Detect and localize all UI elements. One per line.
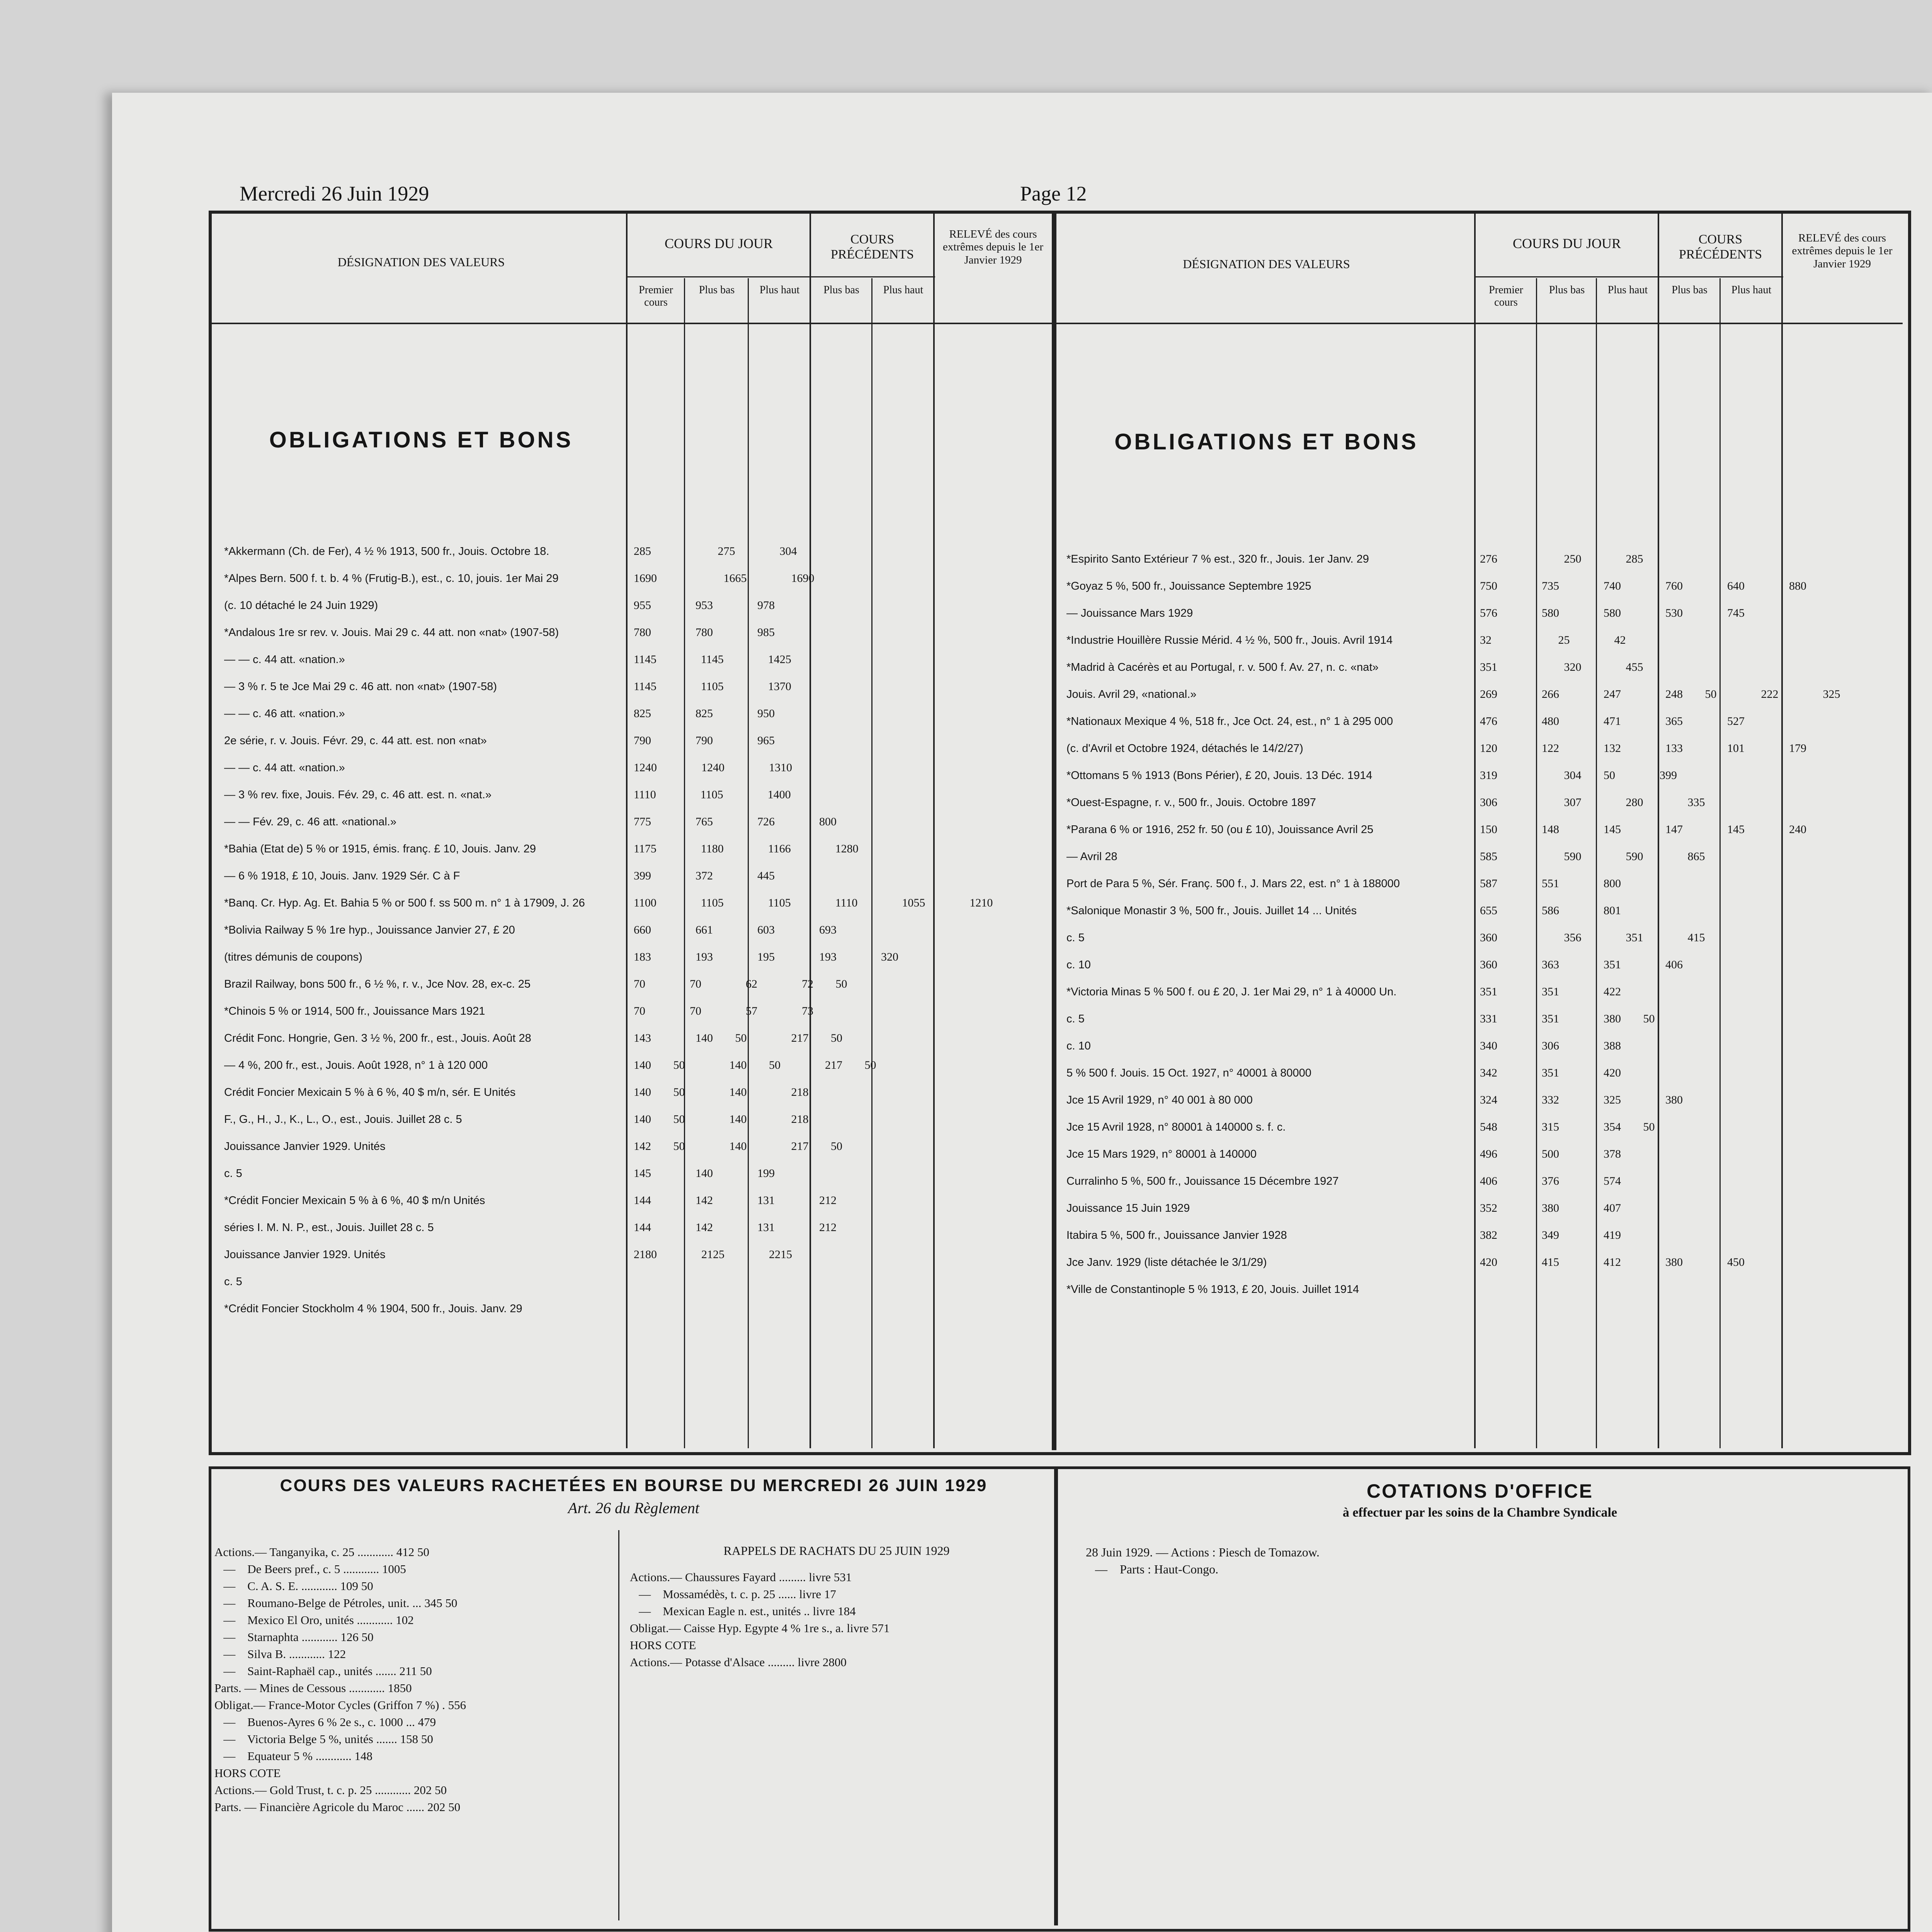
- left-bond-rows: [224, 543, 622, 1327]
- bond-figures-row: 382 349 419: [1480, 1229, 1621, 1242]
- office-title: COTATIONS D'OFFICE: [1366, 1480, 1594, 1502]
- bond-row: *Crédit Foncier Stockholm 4 % 1904, 500 fr., Jouis. Janv. 29: [224, 1303, 522, 1315]
- bond-row: — 6 % 1918, £ 10, Jouis. Janv. 1929 Sér. C à F: [224, 870, 460, 882]
- bond-row: c. 10: [1066, 1040, 1091, 1052]
- bond-figures-row: 2180 2125 2215: [634, 1248, 792, 1261]
- bond-row: *Goyaz 5 %, 500 fr., Jouissance Septembre 1925: [1066, 580, 1311, 592]
- bond-row: *Espirito Santo Extérieur 7 % est., 320 fr., Jouis. 1er Janv. 29: [1066, 553, 1369, 565]
- bond-row: c. 5: [1066, 932, 1085, 944]
- left-releve-header: RELEVÉ des cours extrêmes depuis le 1er Janvier 1929: [942, 228, 1044, 266]
- bond-row: c. 5: [224, 1276, 242, 1288]
- bond-figures-row: 476 480 471 365 527: [1480, 715, 1745, 728]
- bond-figures-row: 1175 1180 1166 1280: [634, 842, 859, 855]
- bond-figures-row: 790 790 965: [634, 734, 775, 747]
- bond-figures-row: 360 363 351 406: [1480, 958, 1683, 971]
- bond-figures-row: 496 500 378: [1480, 1148, 1621, 1160]
- rachetees-left-list: [214, 1544, 616, 1816]
- bond-figures-row: 420 415 412 380 450: [1480, 1256, 1745, 1269]
- right-cours-du-jour-header: COURS DU JOUR: [1512, 236, 1621, 251]
- left-plus-bas-header: Plus bas: [699, 284, 735, 296]
- bond-row: Jce 15 Avril 1929, n° 40 001 à 80 000: [1066, 1094, 1253, 1106]
- bond-row: c. 5: [224, 1167, 242, 1180]
- bond-row: (c. 10 détaché le 24 Juin 1929): [224, 599, 378, 612]
- right-plus-bas-header: Plus bas: [1549, 284, 1585, 296]
- right-prec-bas-header: Plus bas: [1672, 284, 1708, 296]
- bond-row: 5 % 500 f. Jouis. 15 Oct. 1927, n° 40001 à 80000: [1066, 1067, 1311, 1079]
- rachetee-line: — Victoria Belge 5 %, unités ....... 158 50: [214, 1732, 433, 1746]
- bond-row: — — c. 44 att. «nation.»: [224, 653, 345, 666]
- bond-figures-row: 145 140 199: [634, 1167, 775, 1180]
- bond-figures-row: 143 140 50 217 50: [634, 1032, 842, 1044]
- rachetee-line: — C. A. S. E. ............ 109 50: [214, 1579, 373, 1593]
- bond-figures-row: 780 780 985: [634, 626, 775, 639]
- left-prec-haut-header: Plus haut: [883, 284, 923, 296]
- office-subtitle: à effectuer par les soins de la Chambre Syndicale: [1342, 1505, 1617, 1520]
- bond-row: *Bahia (Etat de) 5 % or 1915, émis. franç. £ 10, Jouis. Janv. 29: [224, 843, 536, 855]
- rachetee-line: — Saint-Raphaël cap., unités ....... 211 50: [214, 1664, 432, 1678]
- rappel-rachat-line: Actions.— Chaussures Fayard ......... livre 531: [630, 1570, 852, 1584]
- rachetee-line: — Buenos-Ayres 6 % 2e s., c. 1000 ... 479: [214, 1715, 436, 1729]
- rachetee-line: Parts. — Financière Agricole du Maroc ...... 202 50: [214, 1800, 461, 1814]
- bond-figures-row: 351 320 455: [1480, 661, 1643, 673]
- bond-row: Crédit Fonc. Hongrie, Gen. 3 ½ %, 200 fr., est., Jouis. Août 28: [224, 1032, 531, 1044]
- right-bond-figures: [1480, 551, 1897, 1281]
- bond-row: (titres démunis de coupons): [224, 951, 362, 963]
- bond-figures-row: 655 586 801: [1480, 904, 1621, 917]
- rachetee-line: Actions.— Tanganyika, c. 25 ............ 412 50: [214, 1545, 430, 1559]
- bond-figures-row: 340 306 388: [1480, 1039, 1621, 1052]
- left-plus-haut-header: Plus haut: [759, 284, 800, 296]
- bond-row: *Bolivia Railway 5 % 1re hyp., Jouissance Janvier 27, £ 20: [224, 924, 515, 936]
- rachetee-line: Parts. — Mines de Cessous ............ 1850: [214, 1681, 412, 1695]
- rappel-rachat-line: HORS COTE: [630, 1638, 696, 1652]
- right-prec-haut-header: Plus haut: [1731, 284, 1772, 296]
- bond-row: — — c. 46 att. «nation.»: [224, 707, 345, 720]
- bond-row: *Chinois 5 % or 1914, 500 fr., Jouissance Mars 1921: [224, 1005, 485, 1017]
- bond-row: Brazil Railway, bons 500 fr., 6 ½ %, r. v., Jce Nov. 28, ex-c. 25: [224, 978, 531, 990]
- rappel-rachat-line: — Mexican Eagle n. est., unités .. livre 184: [630, 1604, 856, 1618]
- bond-row: *Crédit Foncier Mexicain 5 % à 6 %, 40 $ m/n Unités: [224, 1194, 485, 1207]
- bond-row: — — Fév. 29, c. 46 att. «national.»: [224, 816, 396, 828]
- right-designation-header: DÉSIGNATION DES VALEURS: [1183, 257, 1350, 271]
- bond-row: Jce 15 Avril 1928, n° 80001 à 140000 s. f. c.: [1066, 1121, 1286, 1133]
- bond-figures-row: 306 307 280 335: [1480, 796, 1705, 809]
- bond-row: séries I. M. N. P., est., Jouis. Juillet 28 c. 5: [224, 1221, 434, 1234]
- bond-row: — Jouissance Mars 1929: [1066, 607, 1193, 619]
- bond-figures-row: 269 266 247 248 50 222 325: [1480, 688, 1840, 701]
- bond-figures-row: 142 50 140 217 50: [634, 1140, 842, 1153]
- rachetees-title: COURS DES VALEURS RACHETÉES EN BOURSE DU MERCREDI 26 JUIN 1929: [280, 1476, 988, 1495]
- page-number: Page 12: [1020, 182, 1087, 205]
- bond-figures-row: 319 304 50 399: [1480, 769, 1677, 782]
- bond-figures-row: 585 590 590 865: [1480, 850, 1705, 863]
- bond-figures-row: 70 70 62 72 50: [634, 978, 847, 990]
- bond-figures-row: 1110 1105 1400: [634, 788, 791, 801]
- bond-row: 2e série, r. v. Jouis. Févr. 29, c. 44 att. est. non «nat»: [224, 735, 487, 747]
- left-designation-header: DÉSIGNATION DES VALEURS: [337, 255, 505, 269]
- bond-row: Jouissance Janvier 1929. Unités: [224, 1248, 386, 1261]
- bond-figures-row: 276 250 285: [1480, 553, 1643, 565]
- bond-figures-row: 352 380 407: [1480, 1202, 1621, 1214]
- rachetee-line: — Silva B. ............ 122: [214, 1647, 346, 1661]
- bond-row: *Industrie Houillère Russie Mérid. 4 ½ %, 500 fr., Jouis. Avril 1914: [1066, 634, 1393, 646]
- bond-row: Jce Janv. 1929 (liste détachée le 3/1/29): [1066, 1256, 1267, 1269]
- bond-row: Jouis. Avril 29, «national.»: [1066, 688, 1197, 701]
- left-cours-du-jour-header: COURS DU JOUR: [664, 236, 773, 251]
- bond-figures-row: 70 70 57 73: [634, 1005, 813, 1017]
- bond-row: *Madrid à Cacérès et au Portugal, r. v. 500 f. Av. 27, n. c. «nat»: [1066, 661, 1379, 673]
- bond-figures-row: 144 142 131 212: [634, 1194, 837, 1207]
- bond-row: — 4 %, 200 fr., est., Jouis. Août 1928, n° 1 à 120 000: [224, 1059, 488, 1071]
- bond-figures-row: 140 50 140 218: [634, 1113, 809, 1126]
- office-line: 28 Juin 1929. — Actions : Piesch de Tomazow.: [1086, 1545, 1320, 1559]
- bond-row: c. 5: [1066, 1013, 1085, 1025]
- bond-figures-row: 285 275 304: [634, 545, 797, 558]
- bond-row: Curralinho 5 %, 500 fr., Jouissance 15 Décembre 1927: [1066, 1175, 1339, 1187]
- rachetee-line: — Mexico El Oro, unités ............ 102: [214, 1613, 414, 1627]
- bond-figures-row: 548 315 354 50: [1480, 1121, 1655, 1133]
- rappel-rachat-line: — Mossamédès, t. c. p. 25 ...... livre 17: [630, 1587, 836, 1601]
- bond-row: Crédit Foncier Mexicain 5 % à 6 %, 40 $ m/n, sér. E Unités: [224, 1086, 516, 1099]
- bond-figures-row: 399 372 445: [634, 869, 775, 882]
- bond-row: *Andalous 1re sr rev. v. Jouis. Mai 29 c. 44 att. non «nat» (1907-58): [224, 626, 559, 639]
- right-plus-haut-header: Plus haut: [1607, 284, 1648, 296]
- rappels-rachats-title: RAPPELS DE RACHATS DU 25 JUIN 1929: [723, 1544, 950, 1558]
- right-premier-header: Premier cours: [1489, 284, 1523, 309]
- left-bond-figures: [634, 543, 1043, 1273]
- bond-figures-row: 140 50 140 218: [634, 1086, 809, 1099]
- bond-figures-row: 342 351 420: [1480, 1066, 1621, 1079]
- bond-row: *Akkermann (Ch. de Fer), 4 ½ % 1913, 500 fr., Jouis. Octobre 18.: [224, 545, 549, 558]
- rappels-rachats-list: [630, 1569, 1051, 1671]
- bond-figures-row: 140 50 140 50 217 50: [634, 1059, 876, 1071]
- bond-row: *Ottomans 5 % 1913 (Bons Périer), £ 20, Jouis. 13 Déc. 1914: [1066, 769, 1372, 782]
- bond-row: Jouissance 15 Juin 1929: [1066, 1202, 1190, 1214]
- bond-row: *Banq. Cr. Hyp. Ag. Et. Bahia 5 % or 500 f. ss 500 m. n° 1 à 17909, J. 26: [224, 897, 585, 909]
- bond-row: *Ville de Constantinople 5 % 1913, £ 20, Jouis. Juillet 1914: [1066, 1283, 1359, 1296]
- page-date: Mercredi 26 Juin 1929: [240, 182, 429, 205]
- bond-figures-row: 120 122 132 133 101 179: [1480, 742, 1806, 755]
- rappel-rachat-line: Actions.— Potasse d'Alsace ......... livre 2800: [630, 1655, 847, 1669]
- bond-figures-row: 32 25 42: [1480, 634, 1626, 646]
- right-bond-rows: [1066, 551, 1470, 1308]
- bond-row: *Nationaux Mexique 4 %, 518 fr., Jce Oct. 24, est., n° 1 à 295 000: [1066, 715, 1393, 728]
- bond-figures-row: 587 551 800: [1480, 877, 1621, 890]
- rachetee-line: Obligat.— France-Motor Cycles (Griffon 7 %) . 556: [214, 1698, 466, 1712]
- left-premier-header: Premier cours: [639, 284, 673, 309]
- bond-figures-row: 331 351 380 50: [1480, 1012, 1655, 1025]
- office-line: — Parts : Haut-Congo.: [1086, 1562, 1219, 1576]
- bond-row: *Parana 6 % or 1916, 252 fr. 50 (ou £ 10), Jouissance Avril 25: [1066, 823, 1374, 836]
- bond-figures-row: 406 376 574: [1480, 1175, 1621, 1187]
- bond-row: Port de Para 5 %, Sér. Franç. 500 f., J. Mars 22, est. n° 1 à 188000: [1066, 878, 1400, 890]
- rachetee-line: HORS COTE: [214, 1766, 281, 1780]
- office-lines: [1086, 1544, 1859, 1578]
- bond-row: — Avril 28: [1066, 850, 1117, 863]
- bond-figures-row: 660 661 603 693: [634, 923, 837, 936]
- rachetees-subtitle: Art. 26 du Règlement: [568, 1499, 699, 1517]
- bond-figures-row: 955 953 978: [634, 599, 775, 612]
- bond-figures-row: 825 825 950: [634, 707, 775, 720]
- bond-row: — 3 % r. 5 te Jce Mai 29 c. 46 att. non «nat» (1907-58): [224, 680, 497, 693]
- rachetee-line: — Roumano-Belge de Pétroles, unit. ... 345 50: [214, 1596, 457, 1610]
- bond-row: *Alpes Bern. 500 f. t. b. 4 % (Frutig-B.), est., c. 10, jouis. 1er Mai 29: [224, 572, 559, 585]
- bond-row: Jce 15 Mars 1929, n° 80001 à 140000: [1066, 1148, 1257, 1160]
- bond-row: *Ouest-Espagne, r. v., 500 fr., Jouis. Octobre 1897: [1066, 796, 1316, 809]
- right-releve-header: RELEVÉ des cours extrêmes depuis le 1er Janvier 1929: [1792, 232, 1893, 270]
- bond-figures-row: 750 735 740 760 640 880: [1480, 580, 1806, 592]
- bond-row: *Victoria Minas 5 % 500 f. ou £ 20, J. 1er Mai 29, n° 1 à 40000 Un.: [1066, 986, 1397, 998]
- rachetee-line: — Equateur 5 % ............ 148: [214, 1749, 372, 1763]
- bond-figures-row: 144 142 131 212: [634, 1221, 837, 1234]
- bond-row: c. 10: [1066, 959, 1091, 971]
- left-section-title: OBLIGATIONS ET BONS: [269, 427, 573, 452]
- bond-row: — — c. 44 att. «nation.»: [224, 762, 345, 774]
- right-section-title: OBLIGATIONS ET BONS: [1114, 429, 1418, 454]
- bond-row: Itabira 5 %, 500 fr., Jouissance Janvier 1928: [1066, 1229, 1287, 1242]
- bond-figures-row: 183 193 195 193 320: [634, 951, 898, 963]
- center-divider: [1052, 214, 1056, 1450]
- bond-row: F., G., H., J., K., L., O., est., Jouis. Juillet 28 c. 5: [224, 1113, 462, 1126]
- bond-row: (c. d'Avril et Octobre 1924, détachés le 14/2/27): [1066, 742, 1303, 755]
- rachetee-line: — Starnaphta ............ 126 50: [214, 1630, 374, 1644]
- bond-figures-row: 1240 1240 1310: [634, 761, 792, 774]
- bond-figures-row: 324 332 325 380: [1480, 1094, 1683, 1106]
- rappel-rachat-line: Obligat.— Caisse Hyp. Egypte 4 % 1re s., a. livre 571: [630, 1621, 890, 1635]
- bond-figures-row: 775 765 726 800: [634, 815, 837, 828]
- rachetee-line: — De Beers pref., c. 5 ............ 1005: [214, 1562, 406, 1576]
- rachetee-line: Actions.— Gold Trust, t. c. p. 25 ............ 202 50: [214, 1783, 447, 1797]
- bond-figures-row: 1145 1105 1370: [634, 680, 791, 693]
- bond-row: *Salonique Monastir 3 %, 500 fr., Jouis. Juillet 14 ... Unités: [1066, 905, 1357, 917]
- bond-figures-row: 360 356 351 415: [1480, 931, 1705, 944]
- bond-figures-row: 576 580 580 530 745: [1480, 607, 1745, 619]
- bond-figures-row: 351 351 422: [1480, 985, 1621, 998]
- right-cours-precedents-header: COURS PRÉCÉDENTS: [1679, 232, 1762, 262]
- bond-figures-row: 1100 1105 1105 1110 1055 1210: [634, 896, 993, 909]
- bond-figures-row: 150 148 145 147 145 240: [1480, 823, 1806, 836]
- bond-figures-row: 1145 1145 1425: [634, 653, 791, 666]
- left-cours-precedents-header: COURS PRÉCÉDENTS: [830, 232, 914, 262]
- bond-figures-row: 1690 1665 1690: [634, 572, 815, 585]
- bond-row: — 3 % rev. fixe, Jouis. Fév. 29, c. 46 att. est. n. «nat.»: [224, 789, 492, 801]
- left-prec-bas-header: Plus bas: [823, 284, 859, 296]
- bond-row: Jouissance Janvier 1929. Unités: [224, 1140, 386, 1153]
